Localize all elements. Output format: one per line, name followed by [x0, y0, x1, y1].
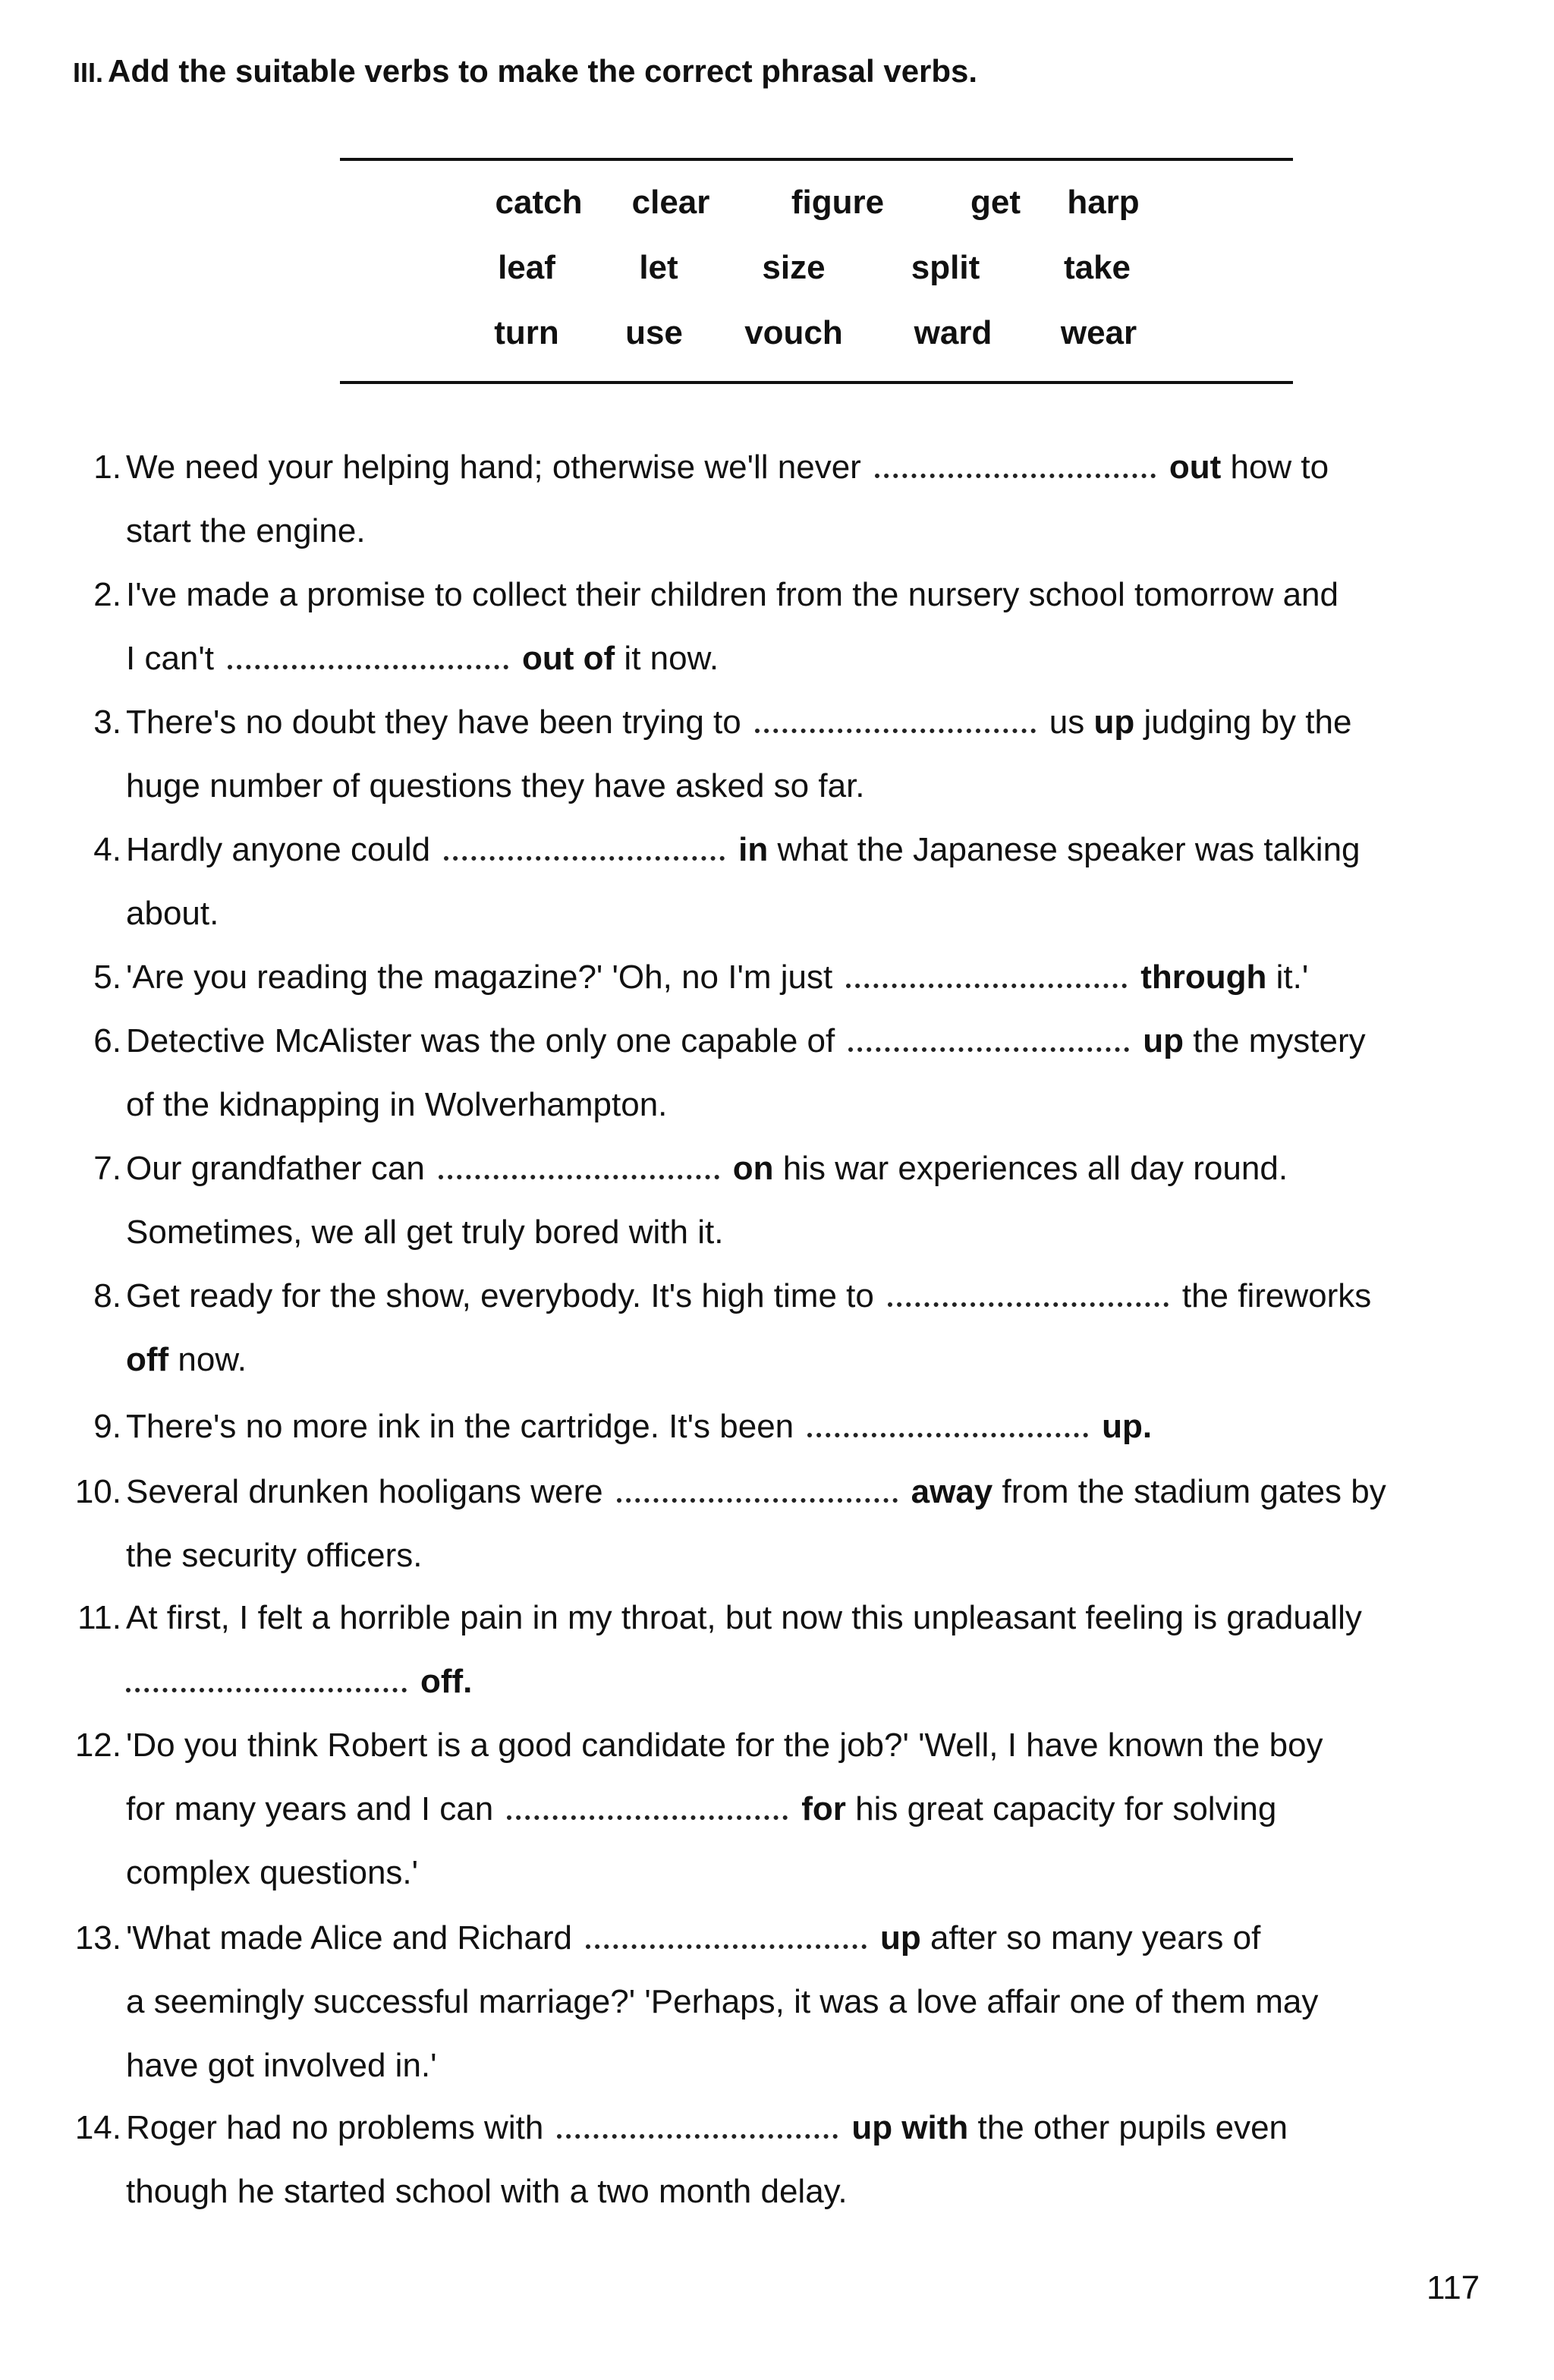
answer-blank[interactable]	[439, 1164, 719, 1179]
item-sentence: Hardly anyone could in what the Japanese speaker was talking	[126, 831, 1361, 868]
item-number: 7.	[93, 1150, 121, 1187]
item-sentence: 'Do you think Robert is a good candidate for the job?' 'Well, I have known the boy	[126, 1727, 1323, 1764]
answer-blank[interactable]	[755, 718, 1036, 733]
answer-blank[interactable]	[228, 654, 508, 669]
item-number: 5.	[93, 959, 121, 996]
word-turn: turn	[494, 314, 559, 351]
item-sentence: Get ready for the show, everybody. It's high time to the fireworks	[126, 1277, 1372, 1314]
item-number: 13.	[74, 1919, 121, 1957]
word-wear: wear	[1060, 314, 1137, 351]
item-continuation: the security officers.	[126, 1537, 423, 1574]
word-vouch: vouch	[744, 314, 843, 351]
item-number: 12.	[74, 1727, 121, 1764]
item-continuation: huge number of questions they have asked so far.	[126, 767, 865, 804]
answer-blank[interactable]	[126, 1677, 407, 1692]
word-use: use	[625, 314, 683, 351]
item-number: 6.	[93, 1022, 121, 1059]
word-ward: ward	[914, 314, 992, 351]
item-continuation: Sometimes, we all get truly bored with it.	[126, 1214, 724, 1251]
item-continuation: I can't out of it now.	[126, 640, 719, 677]
item-sentence: There's no more ink in the cartridge. It's been up.	[126, 1408, 1153, 1445]
item-number: 9.	[93, 1408, 121, 1445]
answer-blank[interactable]	[848, 1037, 1129, 1052]
item-continuation: have got involved in.'	[126, 2047, 437, 2084]
item-sentence: Our grandfather can on his war experiences all day round.	[126, 1150, 1288, 1187]
item-continuation: for many years and I can for his great capacity for solving	[126, 1790, 1277, 1828]
exercise-heading	[73, 53, 977, 90]
word-take: take	[1063, 249, 1131, 286]
word-get: get	[970, 184, 1021, 221]
item-number: 14.	[74, 2109, 121, 2146]
item-continuation: though he started school with a two month delay.	[126, 2173, 848, 2210]
item-sentence: 'Are you reading the magazine?' 'Oh, no I'm just through it.'	[126, 959, 1309, 996]
item-continuation: off.	[112, 1650, 472, 1714]
item-number: 3.	[93, 704, 121, 741]
word-figure: figure	[791, 184, 885, 221]
item-continuation: of the kidnapping in Wolverhampton.	[126, 1086, 668, 1123]
item-sentence: Detective McAlister was the only one capable of up the mystery	[126, 1022, 1366, 1059]
page-number: 117	[1427, 2269, 1480, 2306]
answer-blank[interactable]	[846, 973, 1127, 988]
item-continuation: a seemingly successful marriage?' 'Perhaps, it was a love affair one of them may	[126, 1983, 1319, 2020]
answer-blank[interactable]	[444, 845, 725, 861]
item-number: 4.	[93, 831, 121, 868]
word-let: let	[639, 249, 678, 286]
word-clear: clear	[631, 184, 710, 221]
answer-blank[interactable]	[586, 1934, 867, 1949]
answer-blank[interactable]	[557, 2123, 838, 2139]
answer-blank[interactable]	[807, 1422, 1088, 1437]
word-leaf: leaf	[498, 249, 555, 286]
answer-blank[interactable]	[617, 1488, 898, 1503]
answer-blank[interactable]	[507, 1805, 788, 1820]
item-sentence: There's no doubt they have been trying to us up judging by the	[126, 704, 1352, 741]
item-number: 8.	[93, 1277, 121, 1314]
item-number: 10.	[74, 1473, 121, 1510]
item-sentence: I've made a promise to collect their children from the nursery school tomorrow and	[126, 576, 1339, 613]
answer-blank[interactable]	[888, 1292, 1169, 1307]
item-continuation: about.	[126, 895, 219, 932]
exercise-number: III.	[73, 57, 104, 88]
item-sentence: Roger had no problems with up with the other pupils even	[126, 2109, 1288, 2146]
word-box	[340, 158, 1293, 384]
word-split: split	[911, 249, 980, 286]
answer-blank[interactable]	[875, 463, 1156, 478]
exercise-instruction: Add the suitable verbs to make the correct phrasal verbs.	[108, 53, 978, 89]
item-continuation: start the engine.	[126, 512, 366, 549]
item-number: 1.	[93, 449, 121, 486]
item-number: 11.	[77, 1599, 121, 1636]
item-sentence: We need your helping hand; otherwise we'll never out how to	[126, 449, 1329, 486]
word-size: size	[762, 249, 826, 286]
item-number: 2.	[93, 576, 121, 613]
word-harp: harp	[1067, 184, 1140, 221]
item-sentence: Several drunken hooligans were away from the stadium gates by	[126, 1473, 1386, 1510]
item-continuation: off now.	[126, 1341, 247, 1378]
item-sentence: 'What made Alice and Richard up after so many years of	[126, 1919, 1261, 1957]
item-continuation: complex questions.'	[126, 1854, 419, 1891]
item-sentence: At first, I felt a horrible pain in my throat, but now this unpleasant feeling is gradually	[126, 1599, 1362, 1636]
word-catch: catch	[495, 184, 583, 221]
